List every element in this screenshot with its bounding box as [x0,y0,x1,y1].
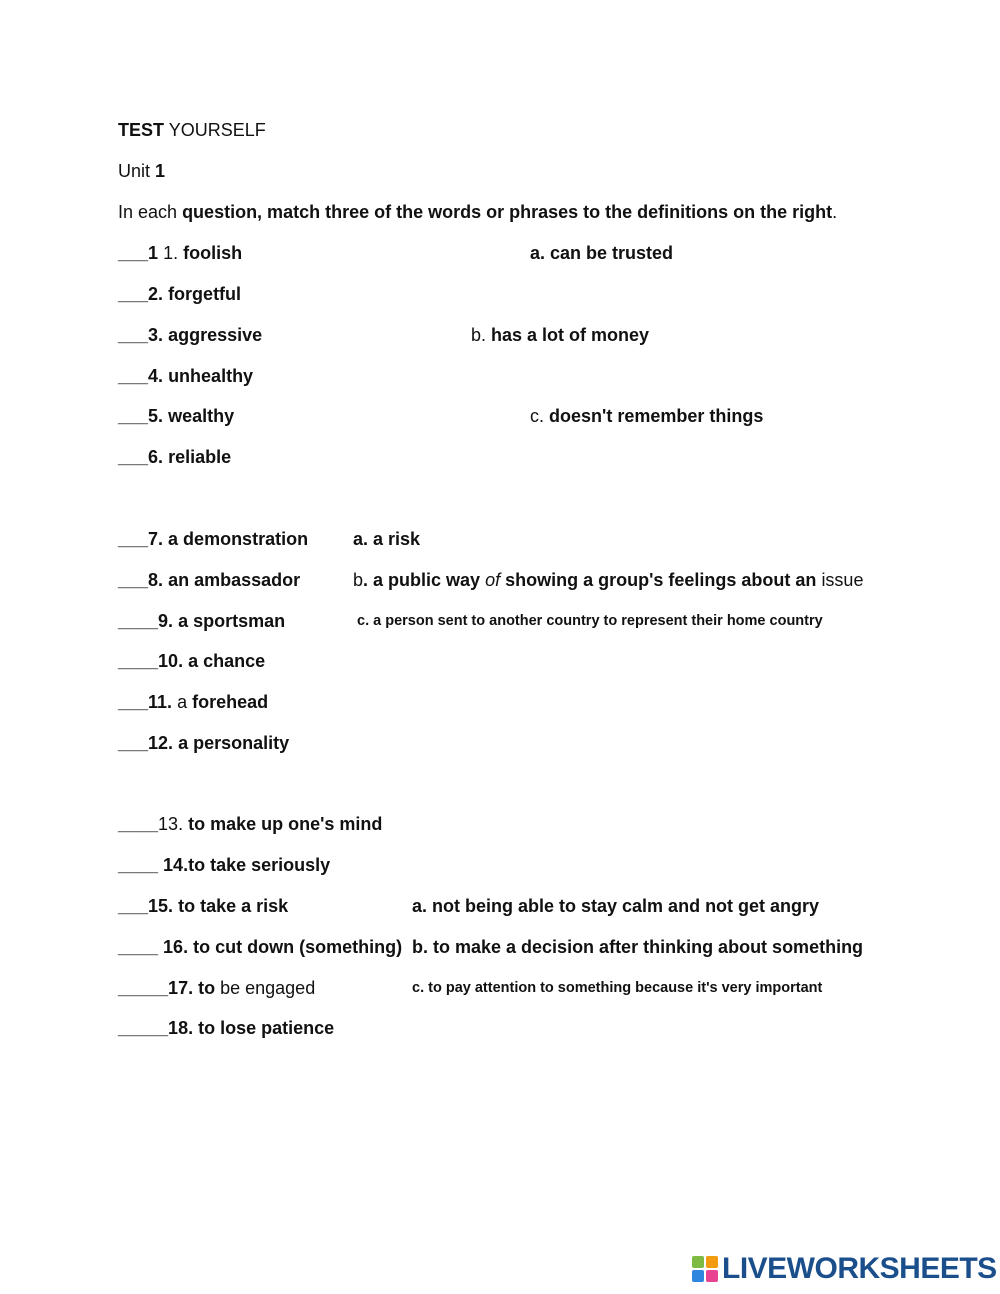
answer-blank-6[interactable]: ___6. [118,447,164,467]
definition-2b [353,569,863,591]
question-13-word: to make up one's mind [188,814,383,834]
question-8-word: an ambassador [168,570,301,590]
question-17 [118,977,315,999]
answer-blank-10[interactable]: ____10. [118,651,184,671]
definition-2b-part2: showing a group's feelings about an [505,570,817,590]
definition-2c: c. a person sent to another country to represent their home country [357,613,823,629]
question-10-word: a chance [188,651,266,671]
answer-blank-3[interactable]: ___3. [118,325,164,345]
instructions-bold: question, match three of the words or phrases to the definitions on the right [182,202,833,222]
definition-1b [471,324,649,346]
question-17-to: to [198,978,216,998]
question-4-word: unhealthy [168,366,254,386]
logo-square [692,1256,704,1268]
logo-square [706,1256,718,1268]
answer-blank-12[interactable]: ___12. [118,733,174,753]
liveworksheets-logo-icon [692,1256,718,1282]
instructions [118,201,837,223]
definition-3c: c. to pay attention to something because it's very important [412,980,823,996]
question-15-word: to take a risk [178,896,289,916]
question-17-word: be engaged [220,978,316,998]
logo-square [692,1270,704,1282]
worksheet-title [118,119,266,141]
definition-1c-letter: c. [530,406,545,426]
title-rest: YOURSELF [168,120,266,140]
answer-blank-14[interactable]: ____ 14. [118,855,189,875]
definition-1c-text: doesn't remember things [549,406,764,426]
question-3 [118,324,262,346]
question-12-word: a personality [178,733,290,753]
title-bold: TEST [118,120,165,140]
instructions-lead: In each [118,202,178,222]
question-13-number: 13. [158,814,184,834]
definition-2b-part3: issue [821,570,864,590]
question-10 [118,650,265,672]
question-2 [118,283,241,305]
question-7-word: . a demonstration [158,529,309,549]
question-4 [118,365,253,387]
answer-blank-18[interactable]: _____18. [118,1018,194,1038]
question-3-word: aggressive [168,325,263,345]
answer-blank-7[interactable]: ___7 [118,529,159,549]
liveworksheets-logo [692,1253,997,1285]
answer-blank-8[interactable]: ___8. [118,570,164,590]
definition-3a: a. not being able to stay calm and not get angry [412,896,820,916]
question-5 [118,405,234,427]
question-1-word: foolish [183,243,243,263]
answer-blank-11[interactable]: ___11. [118,692,173,712]
question-11 [118,691,268,713]
definition-3b: b. to make a decision after thinking about something [412,937,864,957]
definition-1b-letter: b. [471,325,487,345]
question-7 [118,528,308,550]
question-9-word: a sportsman [178,611,286,631]
unit-text: Unit [118,161,151,181]
definition-1c [530,405,763,427]
question-9 [118,610,285,632]
question-16 [118,936,402,958]
answer-blank-2[interactable]: ___2. [118,284,164,304]
definition-2b-part1: . a public way [363,570,481,590]
question-6 [118,446,231,468]
answer-blank-17[interactable]: _____17. [118,978,194,998]
question-11-article: a [177,692,188,712]
answer-blank-1[interactable]: ___1 [118,243,159,263]
question-5-word: wealthy [168,406,235,426]
question-8 [118,569,300,591]
unit-number: 1 [155,161,166,181]
definition-1a: a. can be trusted [530,243,674,263]
definition-1b-text: has a lot of money [491,325,650,345]
question-15 [118,895,288,917]
unit-label [118,160,165,182]
definition-2b-of: of [485,570,501,590]
question-1 [118,242,242,264]
question-11-word: forehead [192,692,269,712]
answer-blank-5[interactable]: ___5. [118,406,164,426]
answer-blank-15[interactable]: ___15. [118,896,174,916]
instructions-end: . [832,202,838,222]
question-13 [118,813,382,835]
answer-blank-16[interactable]: ____ 16. [118,937,189,957]
answer-blank-4[interactable]: ___4. [118,366,164,386]
question-18 [118,1017,334,1039]
question-18-word: to lose patience [198,1018,335,1038]
question-12 [118,732,289,754]
question-14 [118,854,330,876]
liveworksheets-logo-text: LIVEWORKSHEETS [722,1252,997,1285]
logo-square [706,1270,718,1282]
question-1-number: 1. [163,243,179,263]
answer-blank-9[interactable]: ____9. [118,611,174,631]
answer-blank-13[interactable]: ____ [118,814,159,834]
question-6-word: reliable [168,447,232,467]
question-16-word: to cut down (something) [193,937,403,957]
definition-2a: a. a risk [353,529,421,549]
definition-2b-letter: b [353,570,364,590]
question-14-word: to take seriously [188,855,331,875]
question-2-word: forgetful [168,284,242,304]
